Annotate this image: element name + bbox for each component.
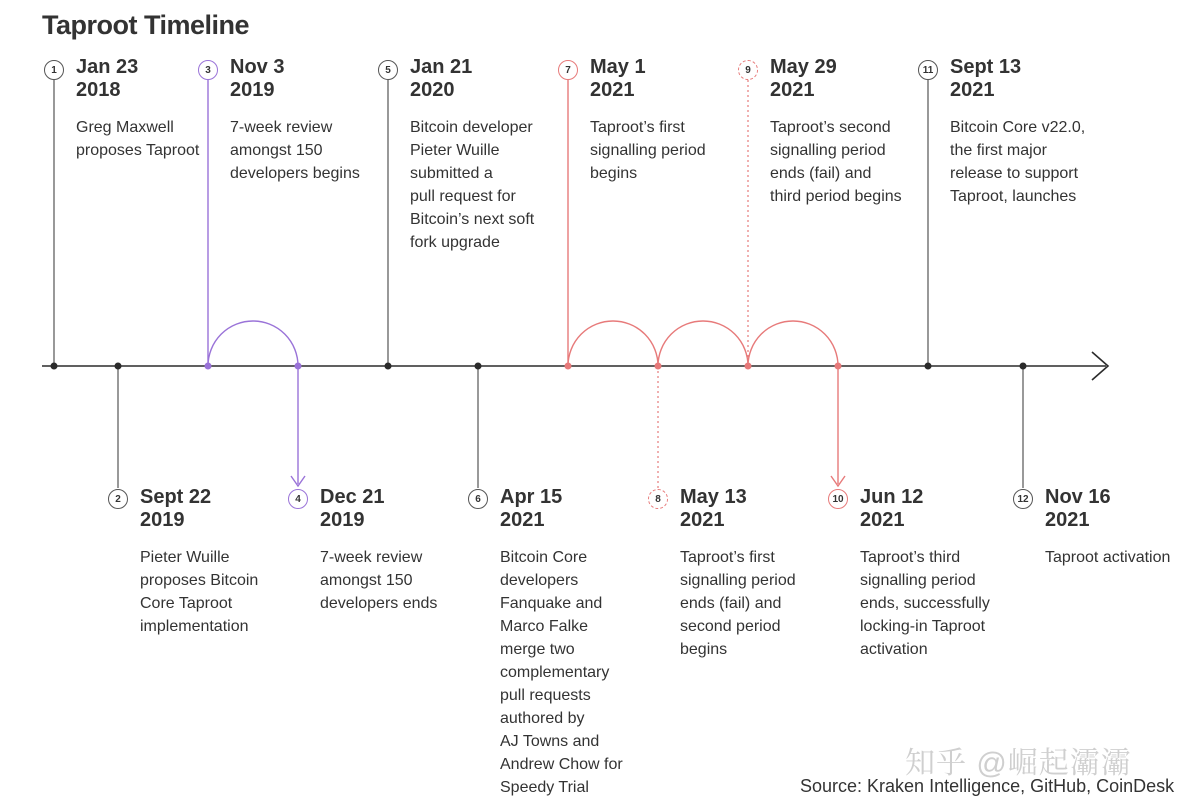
event-date: Jan 23 2018 bbox=[76, 56, 139, 101]
event-description: Taproot activation bbox=[1045, 549, 1171, 566]
event-description: Taproot’s second signalling period ends (fail) and third period begins bbox=[770, 119, 902, 205]
event-date: Sept 22 2019 bbox=[140, 486, 212, 531]
event-description: Bitcoin developer Pieter Wuille submitted a pull request for Bitcoin’s next soft fork upgrade bbox=[410, 119, 535, 251]
event-marker-11: 11 bbox=[918, 60, 938, 80]
event-date: Jan 21 2020 bbox=[410, 56, 473, 101]
event-6 bbox=[500, 486, 700, 799]
event-date: Nov 16 2021 bbox=[1045, 486, 1111, 531]
event-marker-10: 10 bbox=[828, 489, 848, 509]
event-8 bbox=[680, 486, 880, 661]
axis-dot-11 bbox=[925, 363, 932, 370]
event-4 bbox=[320, 486, 520, 615]
event-2 bbox=[140, 486, 340, 638]
event-marker-7: 7 bbox=[558, 60, 578, 80]
event-date: Apr 15 2021 bbox=[500, 486, 563, 531]
event-marker-12: 12 bbox=[1013, 489, 1033, 509]
event-description: Taproot’s first signalling period ends (fail) and second period begins bbox=[680, 549, 796, 658]
source-note: Source: Kraken Intelligence, GitHub, CoinDesk bbox=[800, 776, 1175, 796]
event-9 bbox=[770, 56, 970, 208]
event-marker-3: 3 bbox=[198, 60, 218, 80]
axis-dot-6 bbox=[475, 363, 482, 370]
arc-signalling-2 bbox=[658, 321, 748, 366]
event-5 bbox=[410, 56, 610, 254]
event-date: Jun 12 2021 bbox=[860, 486, 924, 531]
diagram-title: Taproot Timeline bbox=[42, 10, 250, 40]
event-description: Greg Maxwell proposes Taproot bbox=[76, 119, 200, 159]
event-7 bbox=[590, 56, 790, 185]
arc-signalling-3 bbox=[748, 321, 838, 366]
arc-signalling-1 bbox=[568, 321, 658, 366]
event-marker-6: 6 bbox=[468, 489, 488, 509]
event-description: Bitcoin Core developers Fanquake and Marco Falke merge two complementary pull requests authored by AJ Towns and Andrew Chow for Speedy Trial bbox=[500, 549, 623, 796]
arc-review-period bbox=[208, 321, 298, 366]
axis-dot-5 bbox=[385, 363, 392, 370]
event-3 bbox=[230, 56, 430, 185]
axis-dot-1 bbox=[51, 363, 58, 370]
event-11 bbox=[950, 56, 1150, 208]
event-date: May 13 2021 bbox=[680, 486, 747, 531]
event-marker-9: 9 bbox=[738, 60, 758, 80]
axis-dot-3 bbox=[205, 363, 212, 370]
event-date: Dec 21 2019 bbox=[320, 486, 385, 531]
event-description: 7-week review amongst 150 developers begins bbox=[230, 119, 360, 182]
event-marker-2: 2 bbox=[108, 489, 128, 509]
event-date: May 29 2021 bbox=[770, 56, 837, 101]
event-marker-1: 1 bbox=[44, 60, 64, 80]
axis-dot-2 bbox=[115, 363, 122, 370]
axis-dot-7 bbox=[565, 363, 572, 370]
event-12 bbox=[1045, 486, 1195, 569]
axis-dot-4 bbox=[295, 363, 302, 370]
event-date: Nov 3 2019 bbox=[230, 56, 285, 101]
axis-dot-10 bbox=[835, 363, 842, 370]
event-10 bbox=[860, 486, 1060, 661]
event-description: Pieter Wuille proposes Bitcoin Core Taproot implementation bbox=[140, 549, 259, 635]
watermark: 知乎 @崛起灞灞 bbox=[905, 747, 1132, 780]
axis-dot-9 bbox=[745, 363, 752, 370]
event-date: May 1 2021 bbox=[590, 56, 646, 101]
event-description: Taproot’s third signalling period ends, successfully locking-in Taproot activation bbox=[860, 549, 990, 658]
event-marker-8: 8 bbox=[648, 489, 668, 509]
event-date: Sept 13 2021 bbox=[950, 56, 1022, 101]
event-description: 7-week review amongst 150 developers ends bbox=[320, 549, 438, 612]
axis-dot-12 bbox=[1020, 363, 1027, 370]
event-description: Bitcoin Core v22.0, the first major release to support Taproot, launches bbox=[950, 119, 1086, 205]
event-description: Taproot’s first signalling period begins bbox=[590, 119, 706, 182]
event-marker-5: 5 bbox=[378, 60, 398, 80]
axis-dot-8 bbox=[655, 363, 662, 370]
event-marker-4: 4 bbox=[288, 489, 308, 509]
